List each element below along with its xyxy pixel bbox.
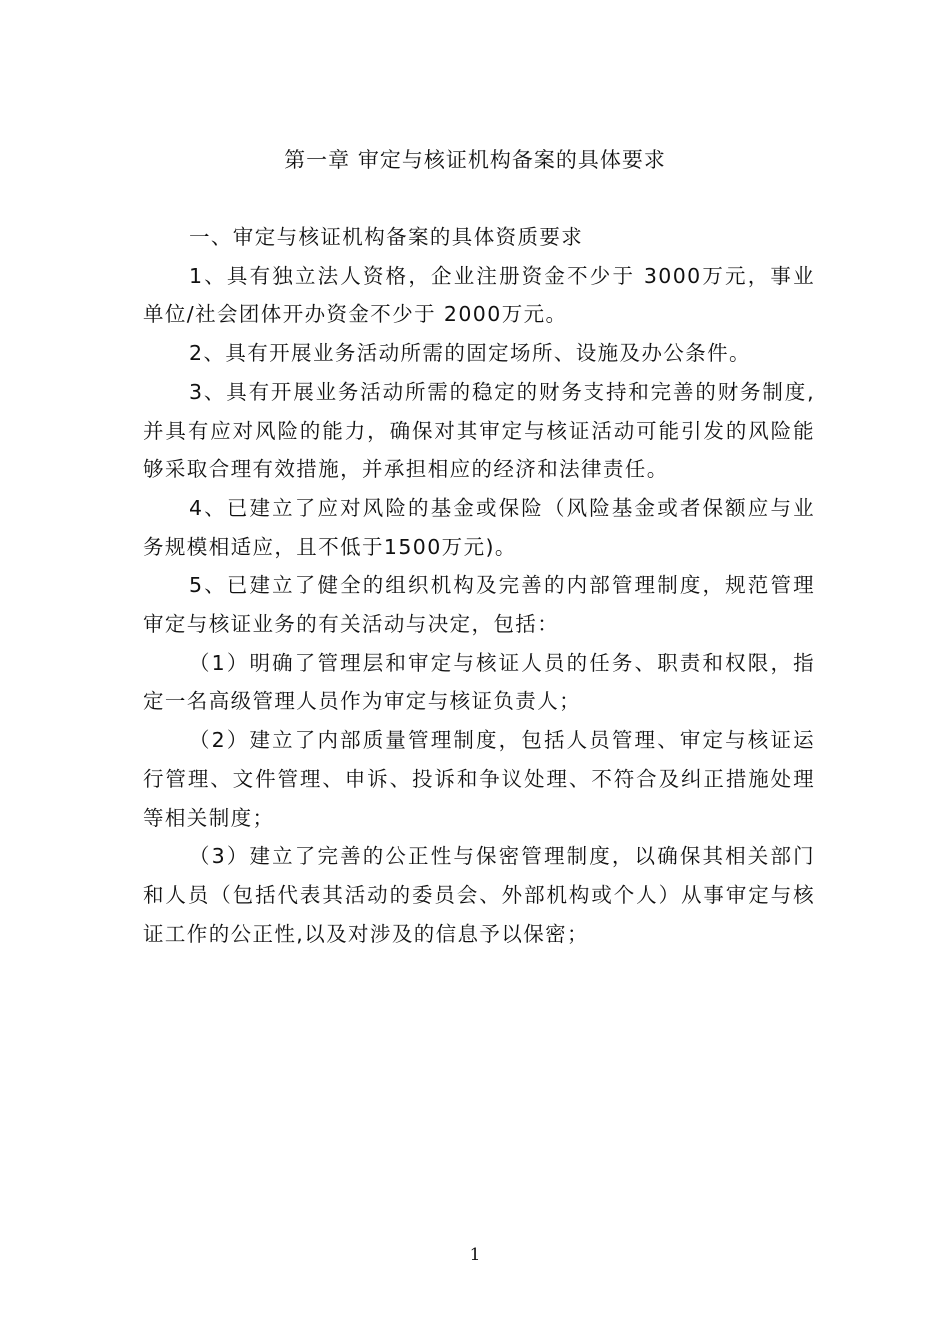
sub-requirement-3: （3）建立了完善的公正性与保密管理制度，以确保其相关部门和人员（包括代表其活动的委员会、外部机构或个人）从事审定与核证工作的公正性,以及对涉及的信息予以保密； [143,844,815,946]
sub-requirement-2: （2）建立了内部质量管理制度，包括人员管理、审定与核证运行管理、文件管理、申诉、投诉和争议处理、不符合及纠正措施处理等相关制度； [143,728,815,830]
sub-requirement-1: （1）明确了管理层和审定与核证人员的任务、职责和权限，指定一名高级管理人员作为审定与核证负责人； [143,650,815,714]
requirement-5: 5、已建立了健全的组织机构及完善的内部管理制度，规范管理审定与核证业务的有关活动与决定，包括： [143,573,815,637]
requirement-2: 2、具有开展业务活动所需的固定场所、设施及办公条件。 [189,341,751,366]
requirement-3: 3、具有开展业务活动所需的稳定的财务支持和完善的财务制度,并具有应对风险的能力，确保对其审定与核证活动可能引发的风险能够采取合理有效措施，并承担相应的经济和法律责任。 [143,379,815,482]
section-heading: 一、审定与核证机构备案的具体资质要求 [189,225,584,249]
requirement-4: 4、已建立了应对风险的基金或保险（风险基金或者保额应与业务规模相适应，且不低于1500万元)。 [143,495,815,559]
page-number: 1 [469,1245,481,1265]
chapter-title: 第一章 审定与核证机构备案的具体要求 [284,148,666,172]
requirement-1: 1、具有独立法人资格，企业注册资金不少于 3000万元，事业单位/社会团体开办资金不少于 2000万元。 [143,263,815,327]
document-body [143,218,815,953]
